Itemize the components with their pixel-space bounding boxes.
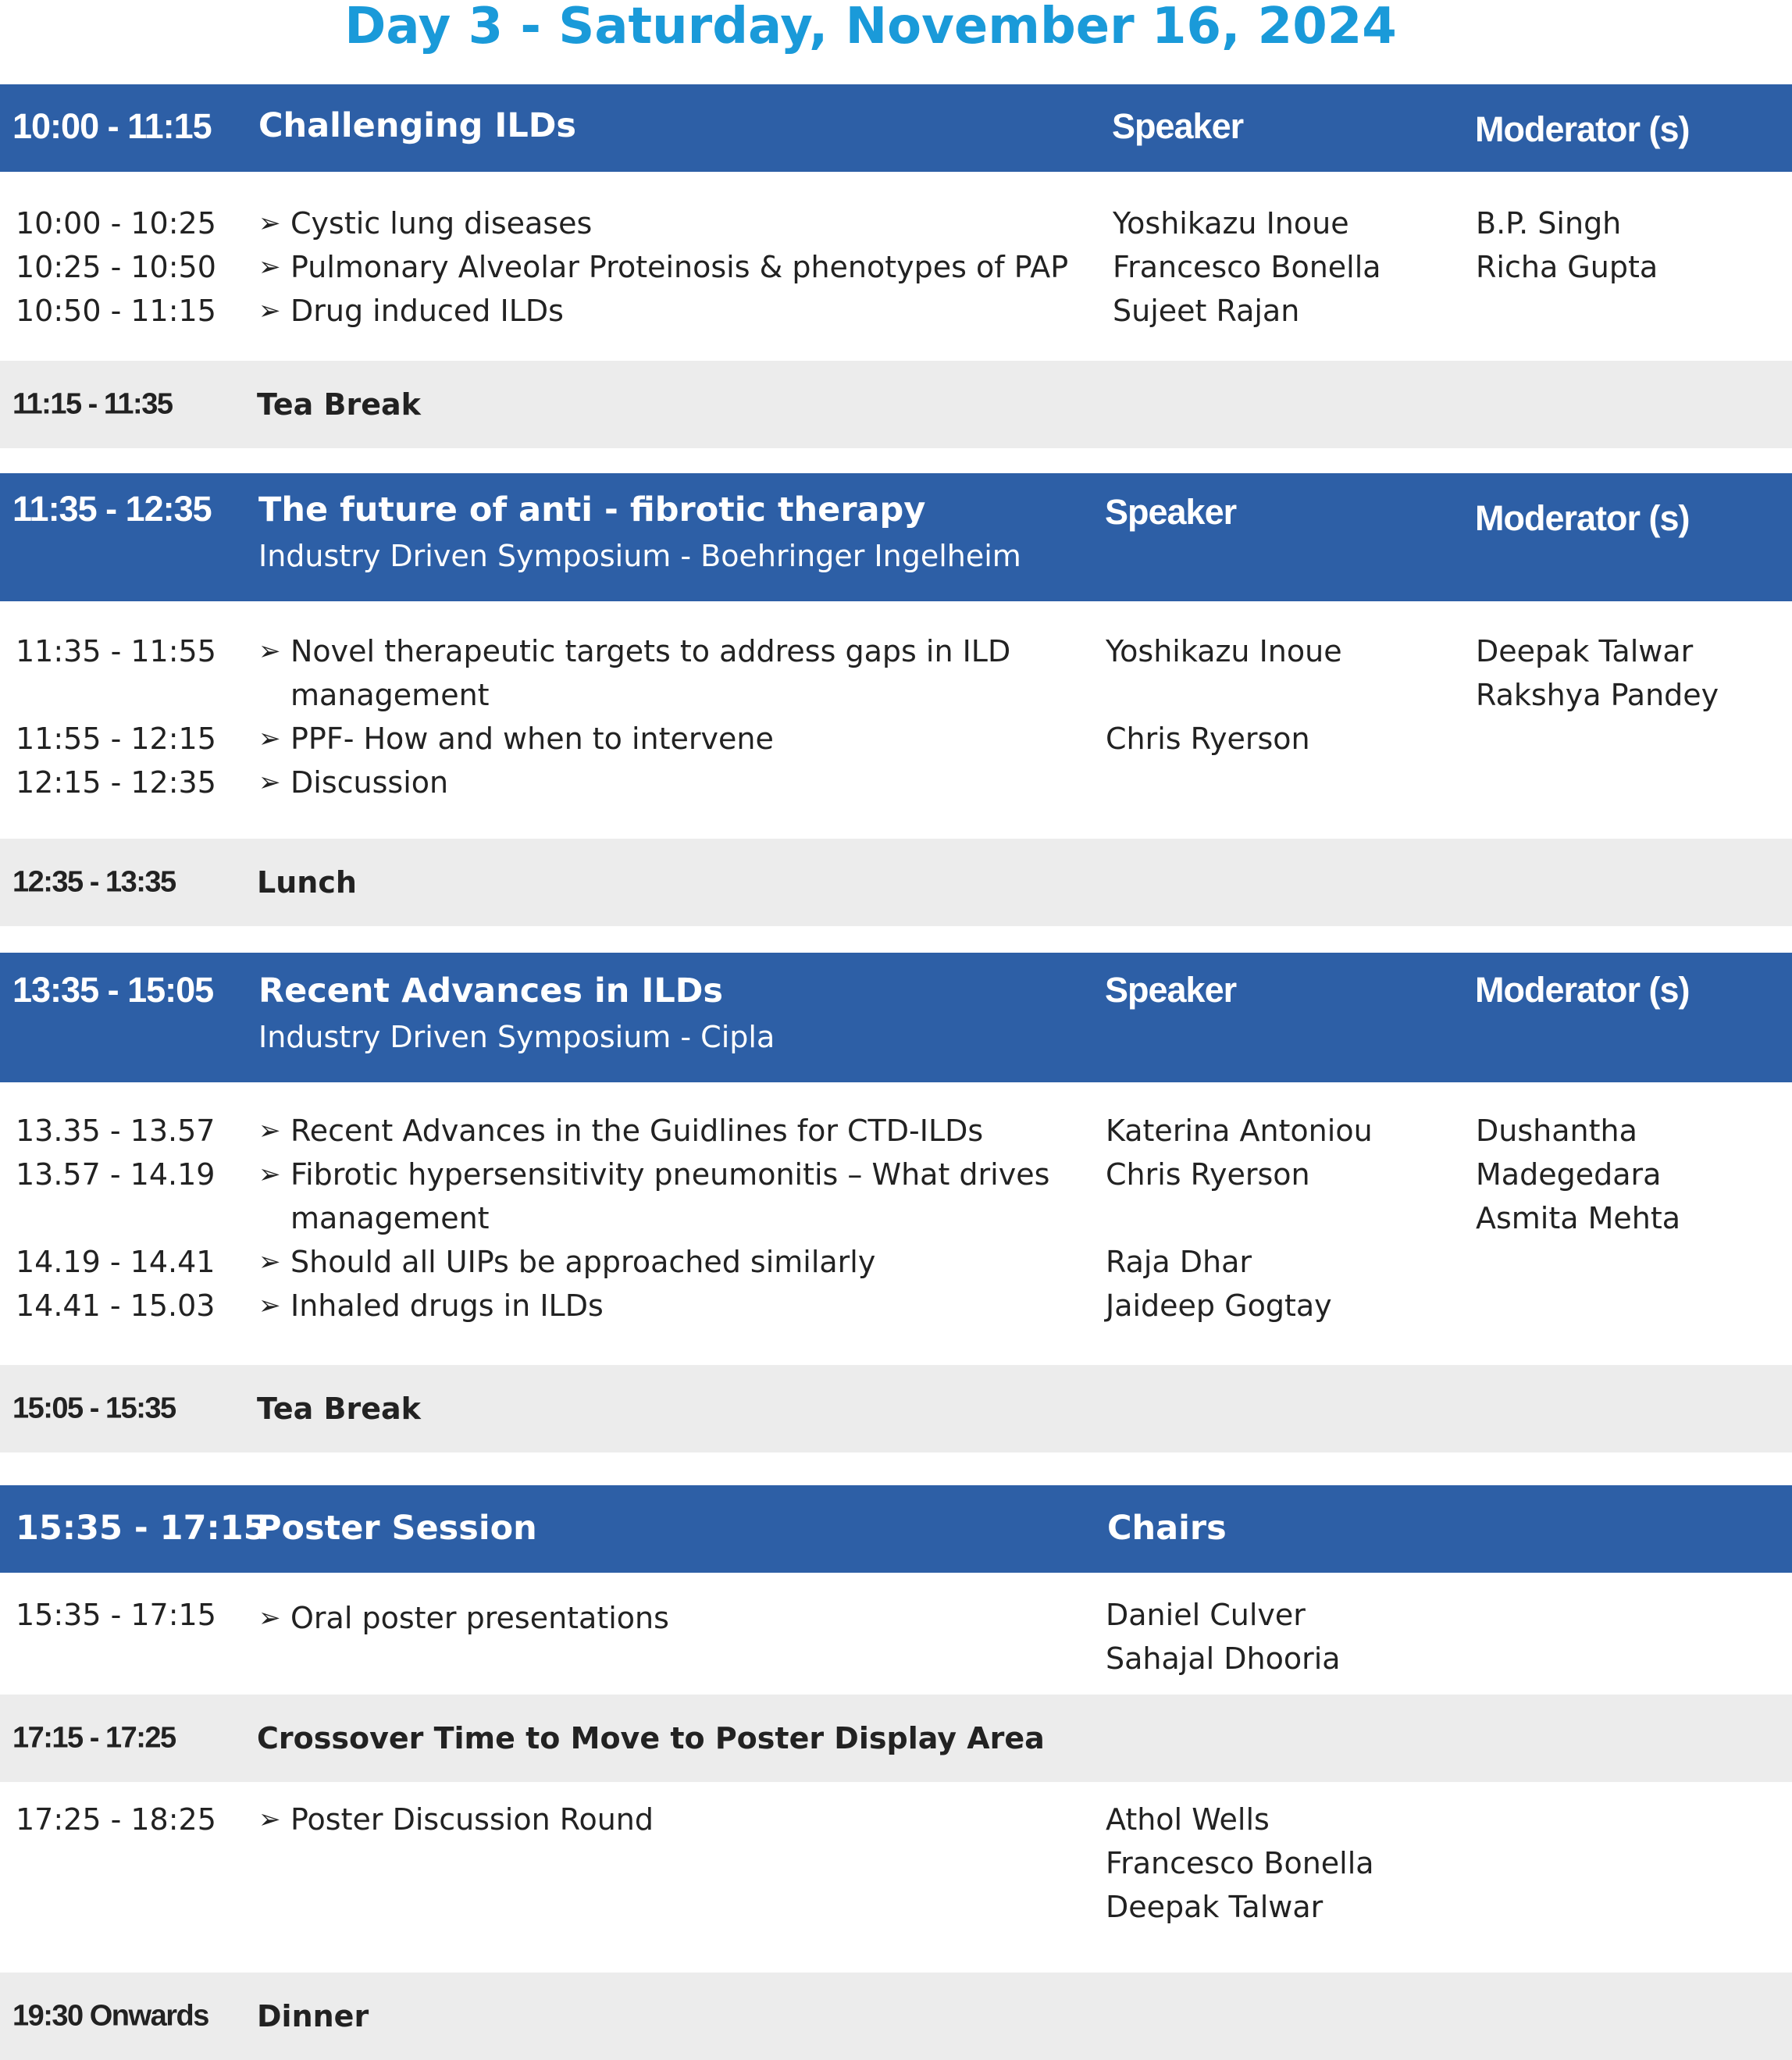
break-row	[0, 361, 1792, 448]
bullet-icon: ➢	[258, 295, 281, 326]
bullet-icon: ➢	[258, 1115, 281, 1146]
break-time: 12:35 - 13:35	[12, 865, 176, 899]
slot-topic: Poster Discussion Round	[290, 1802, 654, 1837]
moderator-column-header: Moderator (s)	[1475, 498, 1690, 538]
bullet-icon: ➢	[258, 1246, 281, 1278]
break-label: Lunch	[257, 865, 357, 900]
slot-time: 12:15 - 12:35	[16, 765, 216, 800]
break-row	[0, 1695, 1792, 1782]
session-header	[0, 84, 1792, 172]
slot-topic: PPF- How and when to intervene	[290, 722, 774, 756]
slot-time: 10:00 - 10:25	[16, 206, 216, 241]
break-row	[0, 1365, 1792, 1452]
break-row	[0, 839, 1792, 926]
slot-time: 10:25 - 10:50	[16, 250, 216, 284]
session-time: 15:35 - 17:15	[16, 1509, 267, 1548]
slot-topic: Recent Advances in the Guidlines for CTD-ILDs	[290, 1114, 984, 1148]
slot-speaker: Chris Ryerson	[1106, 722, 1310, 756]
break-time: 15:05 - 15:35	[12, 1392, 176, 1425]
moderator-name: Asmita Mehta	[1476, 1201, 1681, 1235]
speaker-column-header: Speaker	[1112, 106, 1244, 146]
slot-speaker: Yoshikazu Inoue	[1106, 634, 1342, 668]
speaker-column-header: Speaker	[1105, 492, 1237, 532]
slot-time: 13.57 - 14.19	[16, 1157, 216, 1192]
session-subtitle: Industry Driven Symposium - Boehringer Ingelheim	[258, 539, 1021, 573]
slot-time: 17:25 - 18:25	[16, 1802, 216, 1837]
moderator-column-header: Moderator (s)	[1475, 970, 1690, 1010]
bullet-icon: ➢	[258, 1804, 281, 1835]
break-time: 19:30 Onwards	[12, 1999, 208, 2033]
moderator-name: Dushantha	[1476, 1114, 1637, 1148]
speaker-column-header: Speaker	[1105, 970, 1237, 1010]
slot-time: 14.19 - 14.41	[16, 1245, 216, 1279]
session-time: 10:00 - 11:15	[12, 106, 212, 146]
slot-topic: Pulmonary Alveolar Proteinosis & phenotypes of PAP	[290, 250, 1069, 284]
session-subtitle: Industry Driven Symposium - Cipla	[258, 1020, 775, 1054]
slot-topic-continued: management	[290, 1201, 490, 1235]
chair-name: Francesco Bonella	[1106, 1846, 1374, 1880]
chair-name: Athol Wells	[1106, 1802, 1270, 1837]
chair-name: Sahajal Dhooria	[1106, 1641, 1341, 1676]
slot-topic: Oral poster presentations	[290, 1601, 669, 1635]
break-label: Tea Break	[257, 387, 421, 422]
chairs-column-header: Chairs	[1107, 1509, 1227, 1548]
moderator-name: Madegedara	[1476, 1157, 1662, 1192]
slot-speaker: Francesco Bonella	[1113, 250, 1381, 284]
moderator-name: Richa Gupta	[1476, 250, 1658, 284]
bullet-icon: ➢	[258, 208, 281, 239]
bullet-icon: ➢	[258, 1290, 281, 1321]
slot-topic: Should all UIPs be approached similarly	[290, 1245, 876, 1279]
session-header	[0, 953, 1792, 1082]
break-label: Crossover Time to Move to Poster Display Area	[257, 1721, 1045, 1755]
slot-topic: Fibrotic hypersensitivity pneumonitis – What drives	[290, 1157, 1050, 1192]
chair-name: Deepak Talwar	[1106, 1890, 1324, 1924]
chair-name: Daniel Culver	[1106, 1598, 1306, 1632]
slot-speaker: Katerina Antoniou	[1106, 1114, 1373, 1148]
page-title: Day 3 - Saturday, November 16, 2024	[344, 0, 1397, 55]
slot-topic: Inhaled drugs in ILDs	[290, 1288, 604, 1323]
session-header	[0, 473, 1792, 601]
session-title: The future of anti - fibrotic therapy	[258, 490, 926, 529]
break-time: 11:15 - 11:35	[12, 387, 173, 421]
session-header	[0, 1485, 1792, 1573]
bullet-icon: ➢	[258, 251, 281, 283]
slot-speaker: Yoshikazu Inoue	[1113, 206, 1349, 241]
break-row	[0, 1973, 1792, 2060]
moderator-column-header: Moderator (s)	[1475, 109, 1690, 149]
session-title: Recent Advances in ILDs	[258, 971, 724, 1010]
bullet-icon: ➢	[258, 1159, 281, 1190]
break-time: 17:15 - 17:25	[12, 1721, 176, 1755]
slot-topic: Discussion	[290, 765, 449, 800]
moderator-name: Rakshya Pandey	[1476, 678, 1719, 712]
slot-topic: Drug induced ILDs	[290, 294, 564, 328]
moderator-name: Deepak Talwar	[1476, 634, 1694, 668]
session-title: Poster Session	[257, 1509, 537, 1548]
slot-time: 13.35 - 13.57	[16, 1114, 216, 1148]
break-label: Tea Break	[257, 1392, 421, 1426]
moderator-name: B.P. Singh	[1476, 206, 1622, 241]
slot-topic: Novel therapeutic targets to address gaps in ILD	[290, 634, 1011, 668]
slot-time: 15:35 - 17:15	[16, 1598, 216, 1632]
slot-time: 11:55 - 12:15	[16, 722, 216, 756]
slot-topic-continued: management	[290, 678, 490, 712]
session-title: Challenging ILDs	[258, 106, 577, 145]
break-label: Dinner	[257, 1999, 369, 2033]
bullet-icon: ➢	[258, 723, 281, 754]
slot-speaker: Chris Ryerson	[1106, 1157, 1310, 1192]
bullet-icon: ➢	[258, 636, 281, 667]
bullet-icon: ➢	[258, 1602, 281, 1634]
slot-speaker: Jaideep Gogtay	[1106, 1288, 1332, 1323]
bullet-icon: ➢	[258, 767, 281, 798]
slot-time: 11:35 - 11:55	[16, 634, 216, 668]
slot-topic: Cystic lung diseases	[290, 206, 593, 241]
slot-time: 14.41 - 15.03	[16, 1288, 216, 1323]
session-time: 11:35 - 12:35	[12, 489, 212, 529]
slot-speaker: Raja Dhar	[1106, 1245, 1252, 1279]
session-time: 13:35 - 15:05	[12, 970, 214, 1010]
slot-speaker: Sujeet Rajan	[1113, 294, 1300, 328]
slot-time: 10:50 - 11:15	[16, 294, 216, 328]
